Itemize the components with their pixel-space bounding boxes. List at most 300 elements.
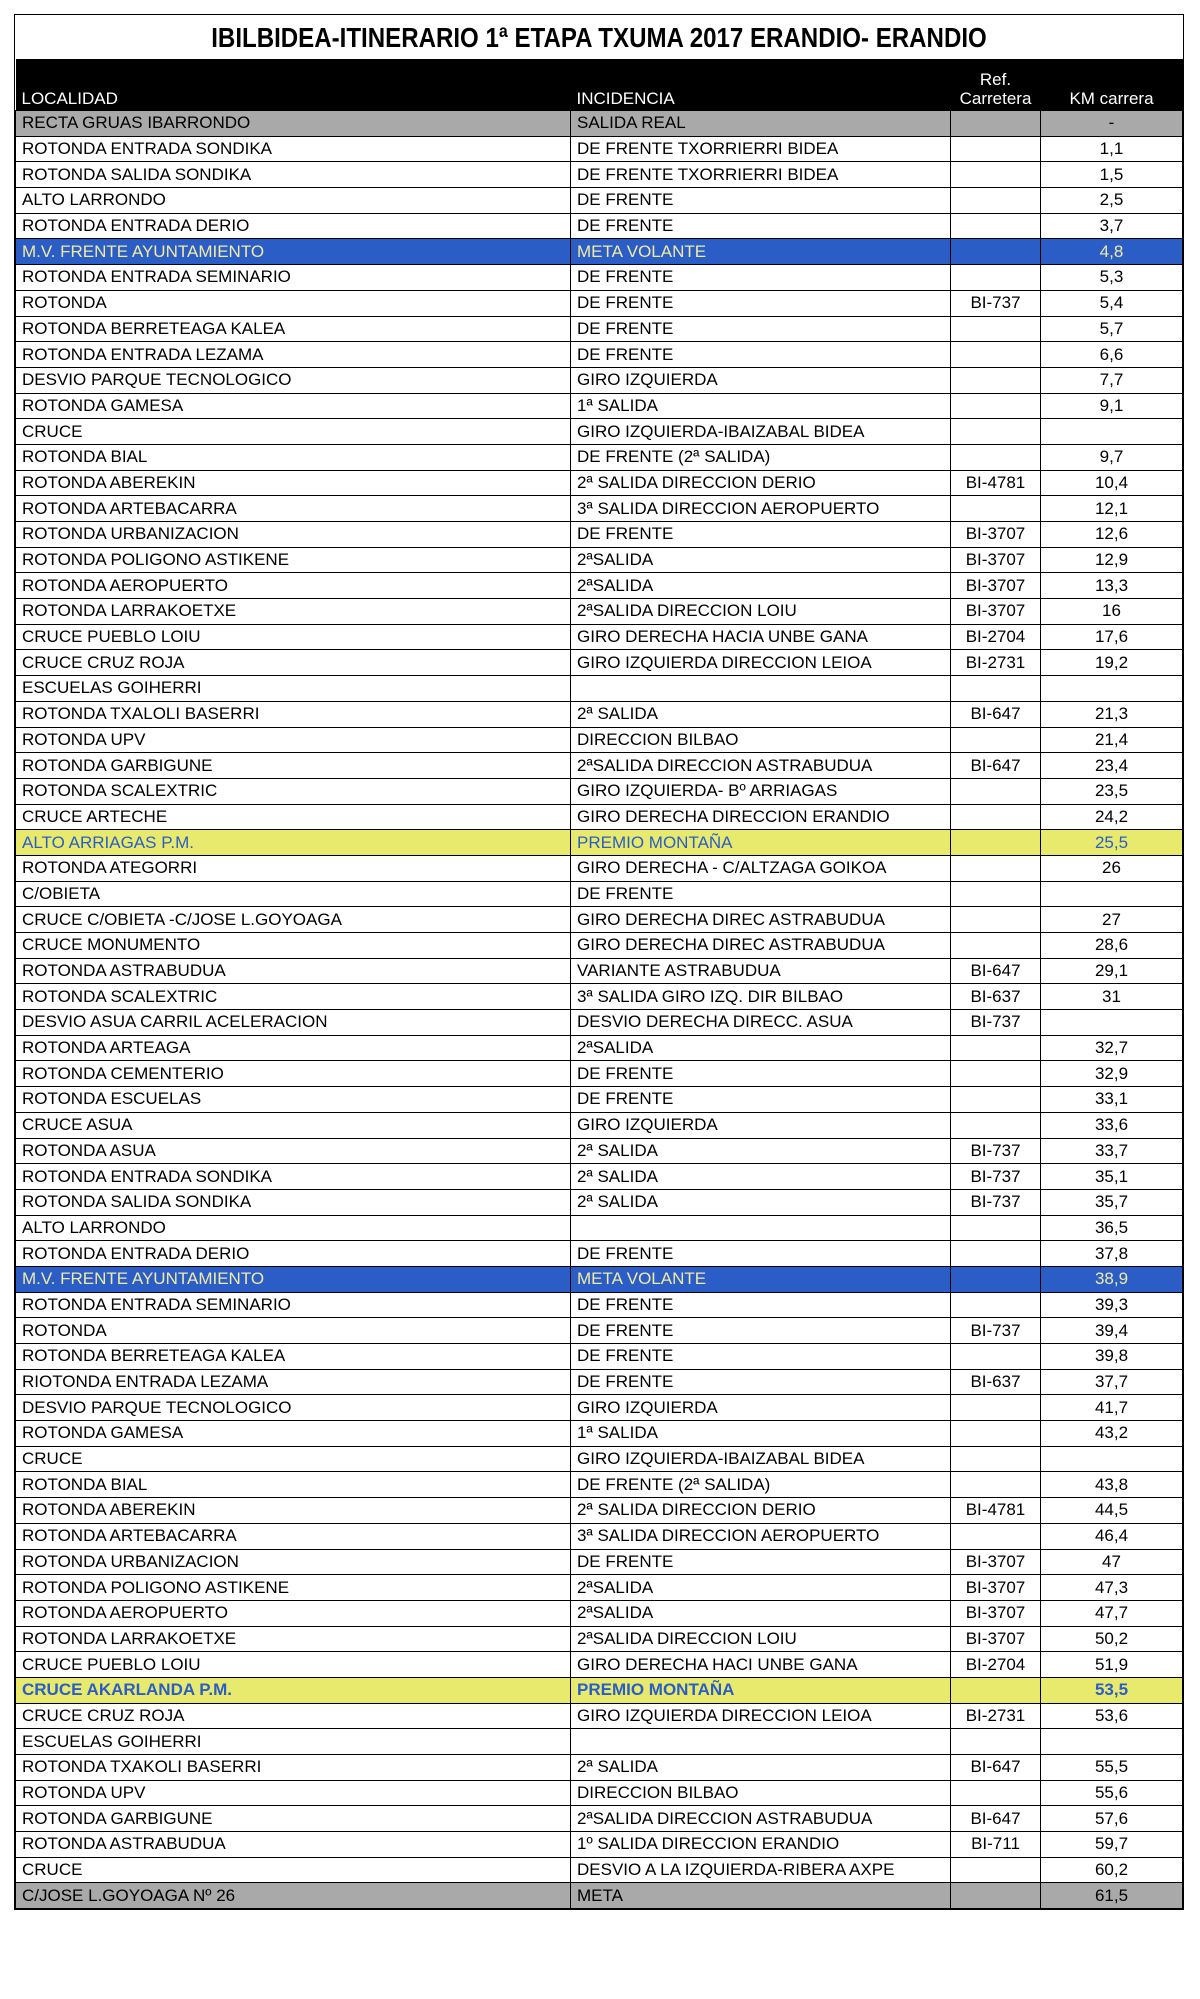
ref-carretera-cell: [951, 1729, 1041, 1755]
localidad-cell: ESCUELAS GOIHERRI: [16, 1729, 571, 1755]
localidad-cell: CRUCE: [16, 1857, 571, 1883]
ref-carretera-cell: [951, 727, 1041, 753]
ref-carretera-cell: [951, 1395, 1041, 1421]
incidencia-cell: DESVIO DERECHA DIRECC. ASUA: [571, 1010, 951, 1036]
table-row: [16, 778, 1183, 804]
km-cell: 47,3: [1041, 1575, 1183, 1601]
ref-carretera-cell: [951, 1446, 1041, 1472]
incidencia-cell: DIRECCION BILBAO: [571, 727, 951, 753]
km-cell: 33,6: [1041, 1112, 1183, 1138]
km-cell: 60,2: [1041, 1857, 1183, 1883]
table-row: [16, 1575, 1183, 1601]
table-row: [16, 1600, 1183, 1626]
column-header-incidencia: INCIDENCIA: [571, 59, 951, 111]
km-cell: 57,6: [1041, 1806, 1183, 1832]
km-cell: 61,5: [1041, 1883, 1183, 1909]
incidencia-cell: GIRO IZQUIERDA-IBAIZABAL BIDEA: [571, 419, 951, 445]
localidad-cell: DESVIO PARQUE TECNOLOGICO: [16, 367, 571, 393]
ref-carretera-cell: BI-647: [951, 753, 1041, 779]
incidencia-cell: PREMIO MONTAÑA: [571, 1677, 951, 1703]
ref-carretera-cell: [951, 213, 1041, 239]
table-row: [16, 830, 1183, 856]
incidencia-cell: META VOLANTE: [571, 239, 951, 265]
localidad-cell: CRUCE PUEBLO LOIU: [16, 624, 571, 650]
table-row: [16, 522, 1183, 548]
table-row: [16, 984, 1183, 1010]
ref-carretera-cell: [951, 1883, 1041, 1909]
table-row: [16, 676, 1183, 702]
ref-header-line1: Ref.: [979, 70, 1012, 89]
km-cell: [1041, 1010, 1183, 1036]
incidencia-cell: DE FRENTE: [571, 342, 951, 368]
localidad-cell: ALTO ARRIAGAS P.M.: [16, 830, 571, 856]
table-row: [16, 188, 1183, 214]
ref-carretera-cell: BI-737: [951, 1138, 1041, 1164]
localidad-cell: ALTO LARRONDO: [16, 188, 571, 214]
incidencia-cell: 2ªSALIDA: [571, 1035, 951, 1061]
table-row: [16, 1523, 1183, 1549]
km-cell: 38,9: [1041, 1266, 1183, 1292]
incidencia-cell: GIRO IZQUIERDA DIRECCION LEIOA: [571, 1703, 951, 1729]
localidad-cell: ROTONDA ASTRABUDUA: [16, 958, 571, 984]
table-row: [16, 444, 1183, 470]
ref-carretera-cell: [951, 1112, 1041, 1138]
localidad-cell: ROTONDA TXAKOLI BASERRI: [16, 1755, 571, 1781]
incidencia-cell: 3ª SALIDA GIRO IZQ. DIR BILBAO: [571, 984, 951, 1010]
ref-carretera-cell: BI-3707: [951, 1575, 1041, 1601]
table-row: [16, 1344, 1183, 1370]
column-header-localidad: LOCALIDAD: [16, 59, 571, 111]
table-row: [16, 1112, 1183, 1138]
localidad-cell: CRUCE CRUZ ROJA: [16, 1703, 571, 1729]
km-cell: 43,2: [1041, 1421, 1183, 1447]
incidencia-cell: GIRO DERECHA HACI UNBE GANA: [571, 1652, 951, 1678]
incidencia-cell: DE FRENTE: [571, 1318, 951, 1344]
table-row: [16, 1832, 1183, 1858]
incidencia-cell: 2ª SALIDA DIRECCION DERIO: [571, 1498, 951, 1524]
localidad-cell: M.V. FRENTE AYUNTAMIENTO: [16, 239, 571, 265]
km-cell: 44,5: [1041, 1498, 1183, 1524]
ref-carretera-cell: BI-711: [951, 1832, 1041, 1858]
km-cell: 12,6: [1041, 522, 1183, 548]
incidencia-cell: GIRO IZQUIERDA: [571, 1395, 951, 1421]
km-cell: 47: [1041, 1549, 1183, 1575]
localidad-cell: ROTONDA ARTEAGA: [16, 1035, 571, 1061]
km-cell: 24,2: [1041, 804, 1183, 830]
table-row: [16, 496, 1183, 522]
ref-carretera-cell: [951, 676, 1041, 702]
incidencia-cell: 2ªSALIDA: [571, 573, 951, 599]
ref-carretera-cell: [951, 1266, 1041, 1292]
table-row: [16, 1729, 1183, 1755]
table-row: [16, 1241, 1183, 1267]
km-cell: 35,7: [1041, 1189, 1183, 1215]
table-row: [16, 1883, 1183, 1909]
localidad-cell: CRUCE MONUMENTO: [16, 933, 571, 959]
ref-carretera-cell: BI-2731: [951, 1703, 1041, 1729]
localidad-cell: CRUCE: [16, 419, 571, 445]
ref-carretera-cell: [951, 1087, 1041, 1113]
incidencia-cell: GIRO IZQUIERDA: [571, 1112, 951, 1138]
table-row: [16, 1780, 1183, 1806]
localidad-cell: ROTONDA ENTRADA DERIO: [16, 213, 571, 239]
ref-carretera-cell: [951, 239, 1041, 265]
incidencia-cell: 2ª SALIDA: [571, 1755, 951, 1781]
km-cell: 6,6: [1041, 342, 1183, 368]
localidad-cell: CRUCE PUEBLO LOIU: [16, 1652, 571, 1678]
km-cell: 5,7: [1041, 316, 1183, 342]
ref-carretera-cell: [951, 855, 1041, 881]
incidencia-cell: DIRECCION BILBAO: [571, 1780, 951, 1806]
table-row: [16, 342, 1183, 368]
ref-carretera-cell: BI-2731: [951, 650, 1041, 676]
incidencia-cell: GIRO DERECHA HACIA UNBE GANA: [571, 624, 951, 650]
incidencia-cell: DE FRENTE (2ª SALIDA): [571, 444, 951, 470]
localidad-cell: ROTONDA SALIDA SONDIKA: [16, 1189, 571, 1215]
localidad-cell: ROTONDA ESCUELAS: [16, 1087, 571, 1113]
localidad-cell: ROTONDA POLIGONO ASTIKENE: [16, 1575, 571, 1601]
incidencia-cell: DE FRENTE: [571, 1087, 951, 1113]
localidad-cell: ROTONDA ENTRADA LEZAMA: [16, 342, 571, 368]
km-cell: 39,4: [1041, 1318, 1183, 1344]
ref-carretera-cell: [951, 1035, 1041, 1061]
table-row: [16, 162, 1183, 188]
km-cell: 26: [1041, 855, 1183, 881]
km-cell: 31: [1041, 984, 1183, 1010]
incidencia-cell: DE FRENTE: [571, 290, 951, 316]
km-cell: 21,4: [1041, 727, 1183, 753]
incidencia-cell: DE FRENTE: [571, 265, 951, 291]
km-cell: 59,7: [1041, 1832, 1183, 1858]
km-cell: 1,1: [1041, 136, 1183, 162]
ref-carretera-cell: [951, 1215, 1041, 1241]
ref-carretera-cell: BI-3707: [951, 1600, 1041, 1626]
table-row: [16, 624, 1183, 650]
table-row: [16, 316, 1183, 342]
localidad-cell: ROTONDA ENTRADA SEMINARIO: [16, 265, 571, 291]
km-cell: 27: [1041, 907, 1183, 933]
incidencia-cell: GIRO IZQUIERDA- Bº ARRIAGAS: [571, 778, 951, 804]
table-row: [16, 881, 1183, 907]
table-row: [16, 213, 1183, 239]
incidencia-cell: DE FRENTE: [571, 1549, 951, 1575]
incidencia-cell: GIRO DERECHA - C/ALTZAGA GOIKOA: [571, 855, 951, 881]
km-cell: 33,1: [1041, 1087, 1183, 1113]
ref-carretera-cell: BI-647: [951, 701, 1041, 727]
incidencia-cell: 2ªSALIDA: [571, 547, 951, 573]
incidencia-cell: 2ª SALIDA DIRECCION DERIO: [571, 470, 951, 496]
itinerary-table: [15, 59, 1183, 1909]
table-row: [16, 393, 1183, 419]
km-cell: 51,9: [1041, 1652, 1183, 1678]
localidad-cell: ROTONDA ASUA: [16, 1138, 571, 1164]
km-cell: [1041, 419, 1183, 445]
km-cell: [1041, 881, 1183, 907]
incidencia-cell: META: [571, 1883, 951, 1909]
ref-carretera-cell: [951, 136, 1041, 162]
ref-carretera-cell: [951, 1523, 1041, 1549]
localidad-cell: ROTONDA LARRAKOETXE: [16, 1626, 571, 1652]
km-cell: 32,7: [1041, 1035, 1183, 1061]
localidad-cell: ROTONDA GAMESA: [16, 393, 571, 419]
ref-carretera-cell: BI-737: [951, 1318, 1041, 1344]
ref-carretera-cell: BI-2704: [951, 624, 1041, 650]
table-row: [16, 1164, 1183, 1190]
localidad-cell: ALTO LARRONDO: [16, 1215, 571, 1241]
km-cell: 39,3: [1041, 1292, 1183, 1318]
ref-carretera-cell: [951, 496, 1041, 522]
incidencia-cell: DE FRENTE: [571, 188, 951, 214]
incidencia-cell: 2ªSALIDA DIRECCION ASTRABUDUA: [571, 1806, 951, 1832]
ref-carretera-cell: [951, 1472, 1041, 1498]
ref-carretera-cell: [951, 1292, 1041, 1318]
localidad-cell: ROTONDA: [16, 1318, 571, 1344]
ref-carretera-cell: [951, 188, 1041, 214]
ref-carretera-cell: BI-4781: [951, 1498, 1041, 1524]
incidencia-cell: DE FRENTE: [571, 881, 951, 907]
km-cell: 21,3: [1041, 701, 1183, 727]
localidad-cell: CRUCE C/OBIETA -C/JOSE L.GOYOAGA: [16, 907, 571, 933]
localidad-cell: C/JOSE L.GOYOAGA Nº 26: [16, 1883, 571, 1909]
ref-carretera-cell: [951, 1857, 1041, 1883]
localidad-cell: ROTONDA URBANIZACION: [16, 1549, 571, 1575]
incidencia-cell: GIRO DERECHA DIRECCION ERANDIO: [571, 804, 951, 830]
incidencia-cell: 2ª SALIDA: [571, 1164, 951, 1190]
incidencia-cell: DE FRENTE: [571, 1369, 951, 1395]
ref-carretera-cell: BI-3707: [951, 1549, 1041, 1575]
km-cell: 47,7: [1041, 1600, 1183, 1626]
localidad-cell: M.V. FRENTE AYUNTAMIENTO: [16, 1266, 571, 1292]
km-cell: 4,8: [1041, 239, 1183, 265]
incidencia-cell: DE FRENTE (2ª SALIDA): [571, 1472, 951, 1498]
incidencia-cell: 2ªSALIDA: [571, 1575, 951, 1601]
table-row: [16, 1806, 1183, 1832]
incidencia-cell: 1ª SALIDA: [571, 1421, 951, 1447]
localidad-cell: ROTONDA ARTEBACARRA: [16, 496, 571, 522]
km-cell: 1,5: [1041, 162, 1183, 188]
km-cell: 35,1: [1041, 1164, 1183, 1190]
km-cell: 23,4: [1041, 753, 1183, 779]
table-row: [16, 1472, 1183, 1498]
ref-carretera-cell: BI-3707: [951, 599, 1041, 625]
km-cell: 39,8: [1041, 1344, 1183, 1370]
table-row: [16, 1498, 1183, 1524]
localidad-cell: ROTONDA SCALEXTRIC: [16, 984, 571, 1010]
ref-carretera-cell: [951, 1780, 1041, 1806]
km-cell: 43,8: [1041, 1472, 1183, 1498]
incidencia-cell: DE FRENTE TXORRIERRI BIDEA: [571, 162, 951, 188]
km-cell: 50,2: [1041, 1626, 1183, 1652]
table-row: [16, 855, 1183, 881]
localidad-cell: ROTONDA GARBIGUNE: [16, 1806, 571, 1832]
table-row: [16, 701, 1183, 727]
localidad-cell: RIOTONDA ENTRADA LEZAMA: [16, 1369, 571, 1395]
localidad-cell: RECTA GRUAS IBARRONDO: [16, 111, 571, 137]
ref-carretera-cell: [951, 342, 1041, 368]
table-row: [16, 1215, 1183, 1241]
km-cell: 13,3: [1041, 573, 1183, 599]
km-cell: 33,7: [1041, 1138, 1183, 1164]
ref-carretera-cell: BI-3707: [951, 1626, 1041, 1652]
localidad-cell: C/OBIETA: [16, 881, 571, 907]
table-row: [16, 1652, 1183, 1678]
incidencia-cell: 2ª SALIDA: [571, 701, 951, 727]
table-row: [16, 933, 1183, 959]
localidad-cell: ROTONDA ASTRABUDUA: [16, 1832, 571, 1858]
ref-carretera-cell: [951, 393, 1041, 419]
ref-carretera-cell: BI-647: [951, 958, 1041, 984]
ref-carretera-cell: BI-4781: [951, 470, 1041, 496]
incidencia-cell: 3ª SALIDA DIRECCION AEROPUERTO: [571, 1523, 951, 1549]
km-cell: 12,1: [1041, 496, 1183, 522]
table-row: [16, 111, 1183, 137]
localidad-cell: ROTONDA UPV: [16, 1780, 571, 1806]
localidad-cell: ROTONDA TXALOLI BASERRI: [16, 701, 571, 727]
ref-carretera-cell: [951, 316, 1041, 342]
localidad-cell: ROTONDA URBANIZACION: [16, 522, 571, 548]
table-row: [16, 470, 1183, 496]
localidad-cell: ROTONDA AEROPUERTO: [16, 573, 571, 599]
km-cell: 9,7: [1041, 444, 1183, 470]
km-cell: 12,9: [1041, 547, 1183, 573]
table-row: [16, 239, 1183, 265]
incidencia-cell: 2ª SALIDA: [571, 1138, 951, 1164]
table-row: [16, 1189, 1183, 1215]
km-cell: 10,4: [1041, 470, 1183, 496]
incidencia-cell: DE FRENTE: [571, 1292, 951, 1318]
table-row: [16, 136, 1183, 162]
km-cell: 37,8: [1041, 1241, 1183, 1267]
localidad-cell: ROTONDA ENTRADA DERIO: [16, 1241, 571, 1267]
incidencia-cell: DE FRENTE: [571, 522, 951, 548]
table-row: [16, 1266, 1183, 1292]
localidad-cell: ROTONDA ABEREKIN: [16, 470, 571, 496]
ref-carretera-cell: BI-2704: [951, 1652, 1041, 1678]
ref-carretera-cell: BI-737: [951, 1189, 1041, 1215]
localidad-cell: ROTONDA ARTEBACARRA: [16, 1523, 571, 1549]
incidencia-cell: GIRO DERECHA DIREC ASTRABUDUA: [571, 933, 951, 959]
localidad-cell: ROTONDA ENTRADA SEMINARIO: [16, 1292, 571, 1318]
localidad-cell: ROTONDA: [16, 290, 571, 316]
localidad-cell: CRUCE ASUA: [16, 1112, 571, 1138]
km-cell: 7,7: [1041, 367, 1183, 393]
km-cell: -: [1041, 111, 1183, 137]
ref-carretera-cell: BI-647: [951, 1806, 1041, 1832]
table-row: [16, 1395, 1183, 1421]
ref-carretera-cell: [951, 804, 1041, 830]
table-row: [16, 727, 1183, 753]
km-cell: 25,5: [1041, 830, 1183, 856]
localidad-cell: ROTONDA SCALEXTRIC: [16, 778, 571, 804]
km-cell: 32,9: [1041, 1061, 1183, 1087]
ref-carretera-cell: [951, 444, 1041, 470]
localidad-cell: ROTONDA GAMESA: [16, 1421, 571, 1447]
localidad-cell: ROTONDA BIAL: [16, 444, 571, 470]
incidencia-cell: DESVIO A LA IZQUIERDA-RIBERA AXPE: [571, 1857, 951, 1883]
incidencia-cell: GIRO IZQUIERDA DIRECCION LEIOA: [571, 650, 951, 676]
table-row: [16, 1626, 1183, 1652]
incidencia-cell: GIRO IZQUIERDA: [571, 367, 951, 393]
localidad-cell: ROTONDA GARBIGUNE: [16, 753, 571, 779]
table-row: [16, 1010, 1183, 1036]
ref-carretera-cell: [951, 1344, 1041, 1370]
ref-carretera-cell: [951, 933, 1041, 959]
localidad-cell: ROTONDA BIAL: [16, 1472, 571, 1498]
ref-carretera-cell: [951, 1677, 1041, 1703]
incidencia-cell: GIRO DERECHA DIREC ASTRABUDUA: [571, 907, 951, 933]
table-row: [16, 1318, 1183, 1344]
table-row: [16, 599, 1183, 625]
km-cell: 37,7: [1041, 1369, 1183, 1395]
table-row: [16, 1857, 1183, 1883]
ref-carretera-cell: [951, 111, 1041, 137]
table-row: [16, 265, 1183, 291]
table-row: [16, 753, 1183, 779]
table-row: [16, 1138, 1183, 1164]
ref-carretera-cell: BI-737: [951, 1164, 1041, 1190]
ref-carretera-cell: [951, 1061, 1041, 1087]
table-row: [16, 1369, 1183, 1395]
table-row: [16, 1755, 1183, 1781]
ref-carretera-cell: BI-3707: [951, 573, 1041, 599]
table-header: [16, 59, 1183, 111]
km-cell: 29,1: [1041, 958, 1183, 984]
localidad-cell: ROTONDA AEROPUERTO: [16, 1600, 571, 1626]
km-cell: 55,6: [1041, 1780, 1183, 1806]
ref-carretera-cell: [951, 881, 1041, 907]
km-cell: [1041, 676, 1183, 702]
incidencia-cell: VARIANTE ASTRABUDUA: [571, 958, 951, 984]
localidad-cell: ESCUELAS GOIHERRI: [16, 676, 571, 702]
ref-carretera-cell: [951, 367, 1041, 393]
incidencia-cell: DE FRENTE: [571, 316, 951, 342]
ref-carretera-cell: BI-637: [951, 1369, 1041, 1395]
incidencia-cell: 2ªSALIDA: [571, 1600, 951, 1626]
km-cell: 28,6: [1041, 933, 1183, 959]
incidencia-cell: DE FRENTE: [571, 1344, 951, 1370]
incidencia-cell: [571, 1215, 951, 1241]
localidad-cell: ROTONDA LARRAKOETXE: [16, 599, 571, 625]
incidencia-cell: DE FRENTE: [571, 1061, 951, 1087]
ref-carretera-cell: [951, 1241, 1041, 1267]
km-cell: [1041, 1729, 1183, 1755]
km-cell: 19,2: [1041, 650, 1183, 676]
table-row: [16, 1421, 1183, 1447]
table-row: [16, 1087, 1183, 1113]
km-cell: 9,1: [1041, 393, 1183, 419]
column-header-km: KM carrera: [1041, 59, 1183, 111]
km-cell: 5,4: [1041, 290, 1183, 316]
ref-carretera-cell: BI-737: [951, 290, 1041, 316]
localidad-cell: ROTONDA UPV: [16, 727, 571, 753]
localidad-cell: CRUCE AKARLANDA P.M.: [16, 1677, 571, 1703]
page-title: IBILBIDEA-ITINERARIO 1ª ETAPA TXUMA 2017 ERANDIO- ERANDIO: [97, 15, 1101, 59]
localidad-cell: ROTONDA POLIGONO ASTIKENE: [16, 547, 571, 573]
localidad-cell: ROTONDA CEMENTERIO: [16, 1061, 571, 1087]
incidencia-cell: GIRO IZQUIERDA-IBAIZABAL BIDEA: [571, 1446, 951, 1472]
table-row: [16, 804, 1183, 830]
incidencia-cell: PREMIO MONTAÑA: [571, 830, 951, 856]
table-row: [16, 1677, 1183, 1703]
incidencia-cell: [571, 676, 951, 702]
km-cell: 46,4: [1041, 1523, 1183, 1549]
km-cell: 3,7: [1041, 213, 1183, 239]
localidad-cell: ROTONDA BERRETEAGA KALEA: [16, 1344, 571, 1370]
incidencia-cell: 3ª SALIDA DIRECCION AEROPUERTO: [571, 496, 951, 522]
incidencia-cell: DE FRENTE: [571, 213, 951, 239]
ref-carretera-cell: BI-647: [951, 1755, 1041, 1781]
table-row: [16, 367, 1183, 393]
